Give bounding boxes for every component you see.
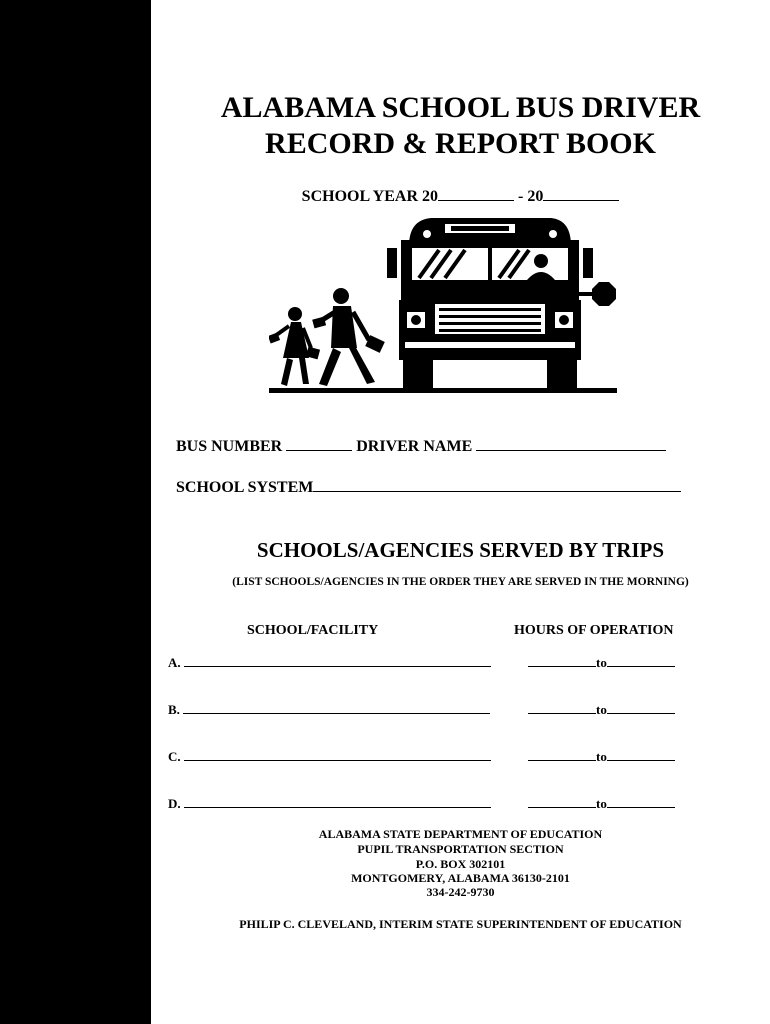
facility-blank[interactable] (184, 795, 491, 808)
school-bus-illustration (269, 212, 621, 397)
address-line-3: P.O. BOX 302101 (415, 857, 506, 871)
column-school-facility: SCHOOL/FACILITY (247, 623, 379, 638)
school-year-prefix: SCHOOL YEAR 20 (301, 188, 438, 205)
school-system-label: SCHOOL SYSTEM (176, 479, 314, 496)
facility-row-b (168, 701, 490, 718)
hours-end-blank[interactable] (607, 748, 675, 761)
row-letter: C. (168, 749, 181, 764)
wheel-right (547, 360, 577, 390)
row-letter: A. (168, 655, 181, 670)
book-spine (0, 0, 151, 1024)
hours-end-blank[interactable] (607, 701, 675, 714)
mirror-right (583, 248, 593, 278)
stop-sign (592, 282, 616, 306)
hours-row-a (528, 654, 675, 671)
girl-head (288, 307, 302, 321)
hours-end-blank[interactable] (607, 795, 675, 808)
address-line-1: ALABAMA STATE DEPARTMENT OF EDUCATION (318, 827, 603, 841)
hours-end-blank[interactable] (607, 654, 675, 667)
school-system-blank[interactable] (313, 477, 681, 492)
school-year-end-blank[interactable] (543, 186, 619, 201)
facility-blank[interactable] (184, 748, 491, 761)
hours-row-b (528, 701, 675, 718)
facility-row-d (168, 795, 491, 812)
hours-start-blank[interactable] (528, 748, 596, 761)
mirror-left (387, 248, 397, 278)
address-line-5: 334-242-9730 (426, 885, 495, 899)
row-letter: D. (168, 796, 181, 811)
driver-name-label: DRIVER NAME (356, 438, 473, 455)
hours-start-blank[interactable] (528, 701, 596, 714)
school-system-row (176, 477, 681, 497)
hours-to: to (596, 749, 607, 764)
school-year-start-blank[interactable] (438, 186, 514, 201)
title-line-2: RECORD & REPORT BOOK (265, 127, 656, 160)
column-hours-of-operation: HOURS OF OPERATION (514, 623, 674, 638)
facility-row-a (168, 654, 491, 671)
address-line-2: PUPIL TRANSPORTATION SECTION (357, 842, 564, 856)
agencies-subheading: (LIST SCHOOLS/AGENCIES IN THE ORDER THEY ARE SERVED IN THE MORNING) (232, 576, 689, 588)
bumper-stripe (405, 342, 575, 348)
hours-row-d (528, 795, 675, 812)
hours-to: to (596, 655, 607, 670)
hours-to: to (596, 702, 607, 717)
hours-row-c (528, 748, 675, 765)
hours-start-blank[interactable] (528, 654, 596, 667)
school-year-field (151, 186, 770, 206)
facility-blank[interactable] (183, 701, 490, 714)
facility-row-c (168, 748, 491, 765)
hours-to: to (596, 796, 607, 811)
driver-name-blank[interactable] (476, 436, 666, 451)
bus-number-blank[interactable] (286, 436, 352, 451)
wheel-left (403, 360, 433, 390)
title-line-1: ALABAMA SCHOOL BUS DRIVER (220, 91, 701, 124)
bus-number-label: BUS NUMBER (176, 438, 283, 455)
superintendent-line: PHILIP C. CLEVELAND, INTERIM STATE SUPERINTENDENT OF EDUCATION (239, 917, 682, 931)
hours-start-blank[interactable] (528, 795, 596, 808)
facility-blank[interactable] (184, 654, 491, 667)
man-head (333, 288, 349, 304)
bus-driver-row (176, 436, 666, 456)
address-line-4: MONTGOMERY, ALABAMA 36130-2101 (351, 871, 570, 885)
driver-head (534, 254, 548, 268)
row-letter: B. (168, 702, 180, 717)
agencies-heading: SCHOOLS/AGENCIES SERVED BY TRIPS (256, 538, 665, 562)
cover-page (151, 0, 770, 1024)
school-year-separator: - 20 (514, 188, 544, 205)
